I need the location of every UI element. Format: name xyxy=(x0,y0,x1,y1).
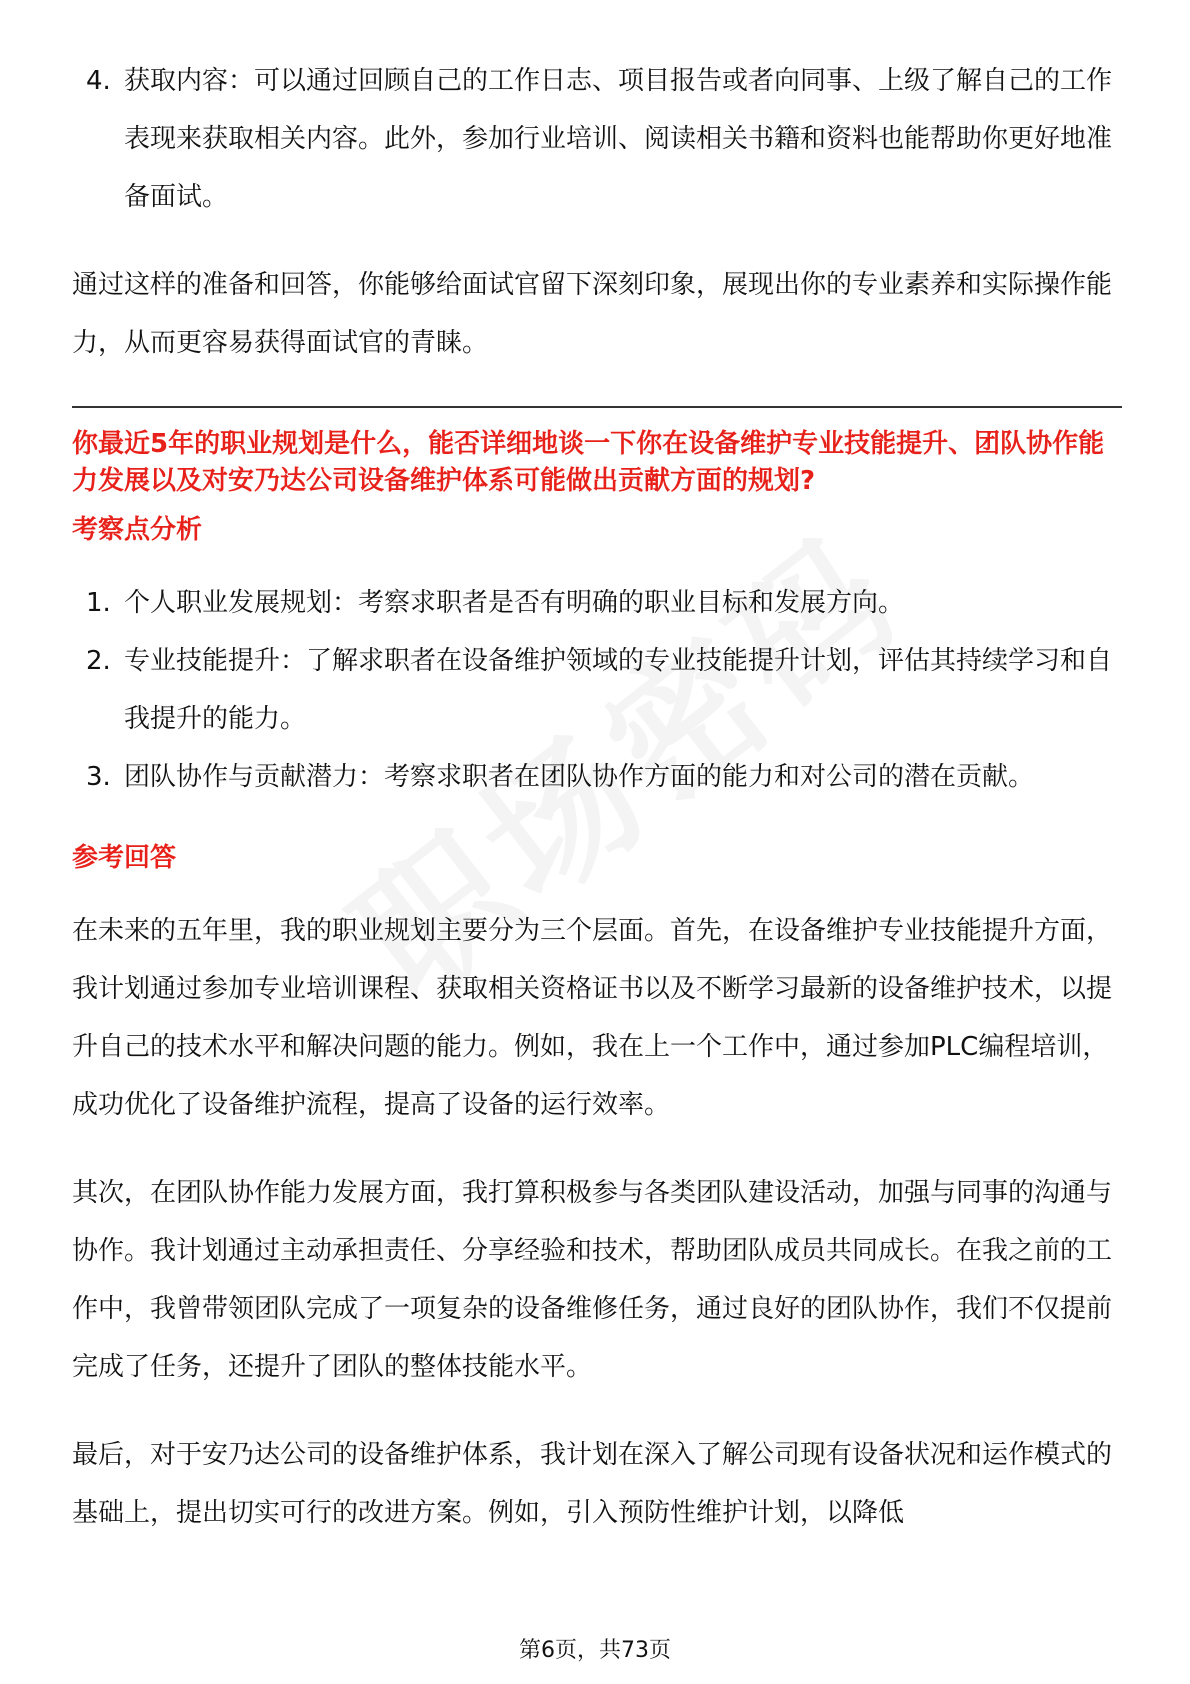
list-item-text: 获取内容：可以通过回顾自己的工作日志、项目报告或者向同事、上级了解自己的工作表现来获取相关内容。此外，参加行业培训、阅读相关书籍和资料也能帮助你更好地准备面试。 xyxy=(124,66,1113,212)
top-list xyxy=(72,52,1122,226)
list-item-text: 个人职业发展规划：考察求职者是否有明确的职业目标和发展方向。 xyxy=(124,588,905,618)
intro-conclusion: 通过这样的准备和回答，你能够给面试官留下深刻印象，展现出你的专业素养和实际操作能力，从而更容易获得面试官的青睐。 xyxy=(72,270,1113,358)
list-item xyxy=(72,748,1122,806)
list-item-text: 专业技能提升：了解求职者在设备维护领域的专业技能提升计划，评估其持续学习和自我提升的能力。 xyxy=(124,646,1113,734)
list-item-number: 3. xyxy=(86,762,111,792)
list-item xyxy=(72,574,1122,632)
list-item-number: 4. xyxy=(86,66,111,96)
list-item xyxy=(72,52,1122,226)
section-divider xyxy=(72,406,1122,408)
list-item xyxy=(72,632,1122,748)
list-item-number: 2. xyxy=(86,646,111,676)
page-content xyxy=(72,52,1122,1542)
analysis-list xyxy=(72,574,1122,806)
answer-paragraph: 其次，在团队协作能力发展方面，我打算积极参与各类团队建设活动，加强与同事的沟通与协作。我计划通过主动承担责任、分享经验和技术，帮助团队成员共同成长。在我之前的工作中，我曾带领团队完成了一项复杂的设备维修任务，通过良好的团队协作，我们不仅提前完成了任务，还提升了团队的整体技能水平。 xyxy=(72,1178,1113,1382)
page-number-footer: 第6页，共73页 xyxy=(519,1638,671,1663)
list-item-number: 1. xyxy=(86,588,111,618)
answer-paragraph: 最后，对于安乃达公司的设备维护体系，我计划在深入了解公司现有设备状况和运作模式的基础上，提出切实可行的改进方案。例如，引入预防性维护计划，以降低 xyxy=(72,1440,1113,1528)
list-item-text: 团队协作与贡献潜力：考察求职者在团队协作方面的能力和对公司的潜在贡献。 xyxy=(124,762,1035,792)
analysis-heading: 考察点分析 xyxy=(72,515,203,545)
answer-paragraph: 在未来的五年里，我的职业规划主要分为三个层面。首先，在设备维护专业技能提升方面，我计划通过参加专业培训课程、获取相关资格证书以及不断学习最新的设备维护技术，以提升自己的技术水平和解决问题的能力。例如，我在上一个工作中，通过参加PLC编程培训，成功优化了设备维护流程，提高了设备的运行效率。 xyxy=(72,916,1113,1120)
interview-question: 你最近5年的职业规划是什么，能否详细地谈一下你在设备维护专业技能提升、团队协作能力发展以及对安乃达公司设备维护体系可能做出贡献方面的规划? xyxy=(72,429,1105,496)
answer-heading: 参考回答 xyxy=(72,843,177,873)
